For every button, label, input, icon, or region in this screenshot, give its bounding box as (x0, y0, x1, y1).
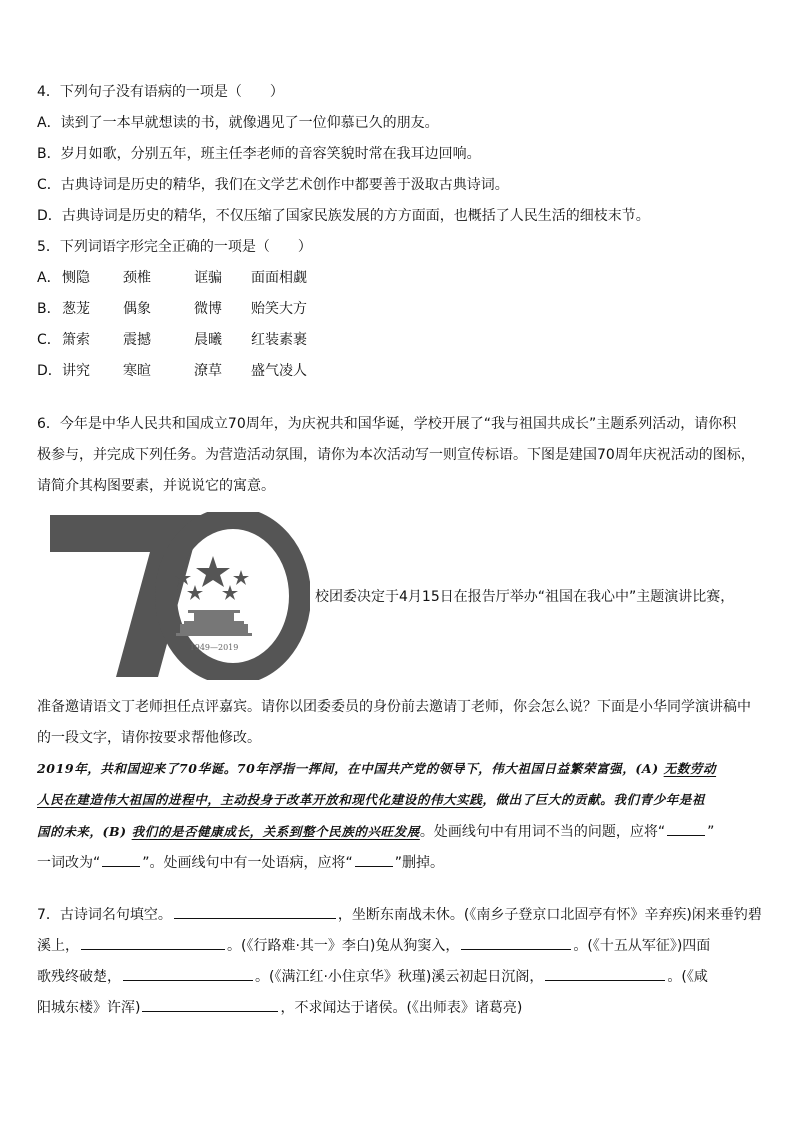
answer-blank[interactable] (102, 852, 140, 867)
handwritten-text: 2019年，共和国迎来了70华诞。70年浮指一挥间，在中国共产党的领导下，伟大祖国日益繁荣富强，(A) (37, 761, 664, 776)
q6-intro-line-1: 6．今年是中华人民共和国成立70周年，为庆祝共和国华诞，学校开展了“我与祖国共成长”主题系列活动，请你积 (37, 416, 737, 432)
question-text: 溪上， (37, 938, 79, 954)
logo-star-icon (196, 556, 230, 587)
word-1: 恻隐 (62, 270, 90, 286)
answer-blank[interactable] (667, 821, 705, 836)
answer-blank[interactable] (81, 935, 225, 950)
question-text: ，坐断东南战未休。(《南乡子登京口北固亭有怀》辛弃疾)闲来垂钓碧 (337, 907, 762, 923)
word-3: 诓骗 (194, 270, 222, 286)
word-2: 寒暄 (123, 363, 151, 379)
question-text: ”删掉。 (394, 855, 445, 871)
word-2: 震撼 (123, 332, 151, 348)
handwritten-text: ，做出了巨大的贡献。我们青少年是祖 (482, 792, 706, 807)
answer-blank[interactable] (174, 904, 336, 919)
word-2: 偶象 (123, 301, 151, 317)
q4-option-a: A．读到了一本早就想读的书，就像遇见了一位仰慕已久的朋友。 (37, 115, 439, 131)
question-text: 一词改为“ (37, 855, 101, 871)
question-text: 。(《十五从军征》)四面 (573, 938, 711, 954)
q6-question-line (37, 852, 444, 873)
q7-line-4 (37, 997, 522, 1018)
question-text: 。(《行路难·其一》李白)兔从狗窦入， (227, 938, 460, 954)
option-letter: A． (37, 270, 61, 286)
word-1: 箫索 (62, 332, 90, 348)
q4-stem: 4．下列句子没有语病的一项是（ ） (37, 84, 284, 100)
question-text: ”。处画线句中有一处语病，应将“ (142, 855, 353, 871)
word-4: 面面相觑 (251, 270, 307, 286)
word-3: 潦草 (194, 363, 222, 379)
answer-blank[interactable] (461, 935, 571, 950)
q4-option-d: D．古典诗词是历史的精华，不仅压缩了国家民族发展的方方面面，也概括了人民生活的细枝末节。 (37, 208, 650, 224)
answer-blank[interactable] (142, 997, 278, 1012)
q6-handwritten-line-2 (37, 790, 705, 810)
option-letter: B． (37, 301, 61, 317)
option-letter: C． (37, 332, 61, 348)
word-4: 贻笑大方 (251, 301, 307, 317)
q4-option-b: B．岁月如歌，分别五年，班主任李老师的音容笑貌时常在我耳边回响。 (37, 146, 481, 162)
word-1: 讲究 (62, 363, 90, 379)
q6-after-line-2: 的一段文字，请你按要求帮他修改。 (37, 730, 261, 746)
handwritten-text: 国的未来，(B) (37, 824, 132, 839)
question-text: ，不求闻达于诸侯。(《出师表》诸葛亮) (280, 1000, 523, 1016)
tiananmen-icon (176, 610, 252, 636)
question-text: 。(《咸 (667, 969, 708, 985)
word-2: 颈椎 (123, 270, 151, 286)
q7-line-2 (37, 935, 710, 956)
option-letter: D． (37, 363, 62, 379)
q6-after-line-1: 准备邀请语文丁老师担任点评嘉宾。请你以团委委员的身份前去邀请丁老师，你会怎么说？下面是小华同学演讲稿中 (37, 699, 751, 715)
q7-line-3 (37, 966, 708, 987)
word-1: 葱茏 (62, 301, 90, 317)
question-text: ” (707, 824, 715, 840)
answer-blank[interactable] (123, 966, 253, 981)
answer-blank[interactable] (355, 852, 393, 867)
underlined-sentence-b: 我们的是否健康成长，关系到整个民族的兴旺发展 (131, 824, 420, 839)
question-text: 7．古诗词名句填空。 (37, 907, 172, 923)
question-text: 。(《满江红·小住京华》秋瑾)溪云初起日沉阁， (255, 969, 544, 985)
question-text: 阳城东楼》许浑) (37, 1000, 141, 1016)
q6-beside-logo: 校团委决定于4月15日在报告厅举办“祖国在我心中”主题演讲比赛， (315, 589, 735, 605)
q6-intro-line-2: 极参与，并完成下列任务。为营造活动氛围，请你为本次活动写一则宣传标语。下图是建国70周年庆祝活动的图标， (37, 447, 755, 463)
word-3: 晨曦 (194, 332, 222, 348)
word-4: 盛气凌人 (251, 363, 307, 379)
underlined-sentence-a: 人民在建造伟大祖国的进程中，主动投身于改革开放和现代化建设的伟大实践 (37, 792, 483, 807)
q6-intro-line-3: 请简介其构图要素，并说说它的寓意。 (37, 478, 275, 494)
q6-handwritten-line-3 (37, 821, 714, 842)
answer-blank[interactable] (545, 966, 665, 981)
70th-anniversary-logo (50, 512, 310, 680)
underlined-sentence-a: 无数劳动 (663, 761, 717, 776)
word-3: 微博 (194, 301, 222, 317)
q4-option-c: C．古典诗词是历史的精华，我们在文学艺术创作中都要善于汲取古典诗词。 (37, 177, 509, 193)
question-text: 歌残终破楚， (37, 969, 121, 985)
q5-stem: 5．下列词语字形完全正确的一项是（ ） (37, 239, 312, 255)
q7-line-1 (37, 904, 762, 925)
word-4: 红装素裹 (251, 332, 307, 348)
logo-years: 1949—2019 (189, 643, 239, 652)
q6-handwritten-line-1 (37, 759, 716, 779)
question-text: 。处画线句中有用词不当的问题，应将“ (419, 824, 666, 840)
